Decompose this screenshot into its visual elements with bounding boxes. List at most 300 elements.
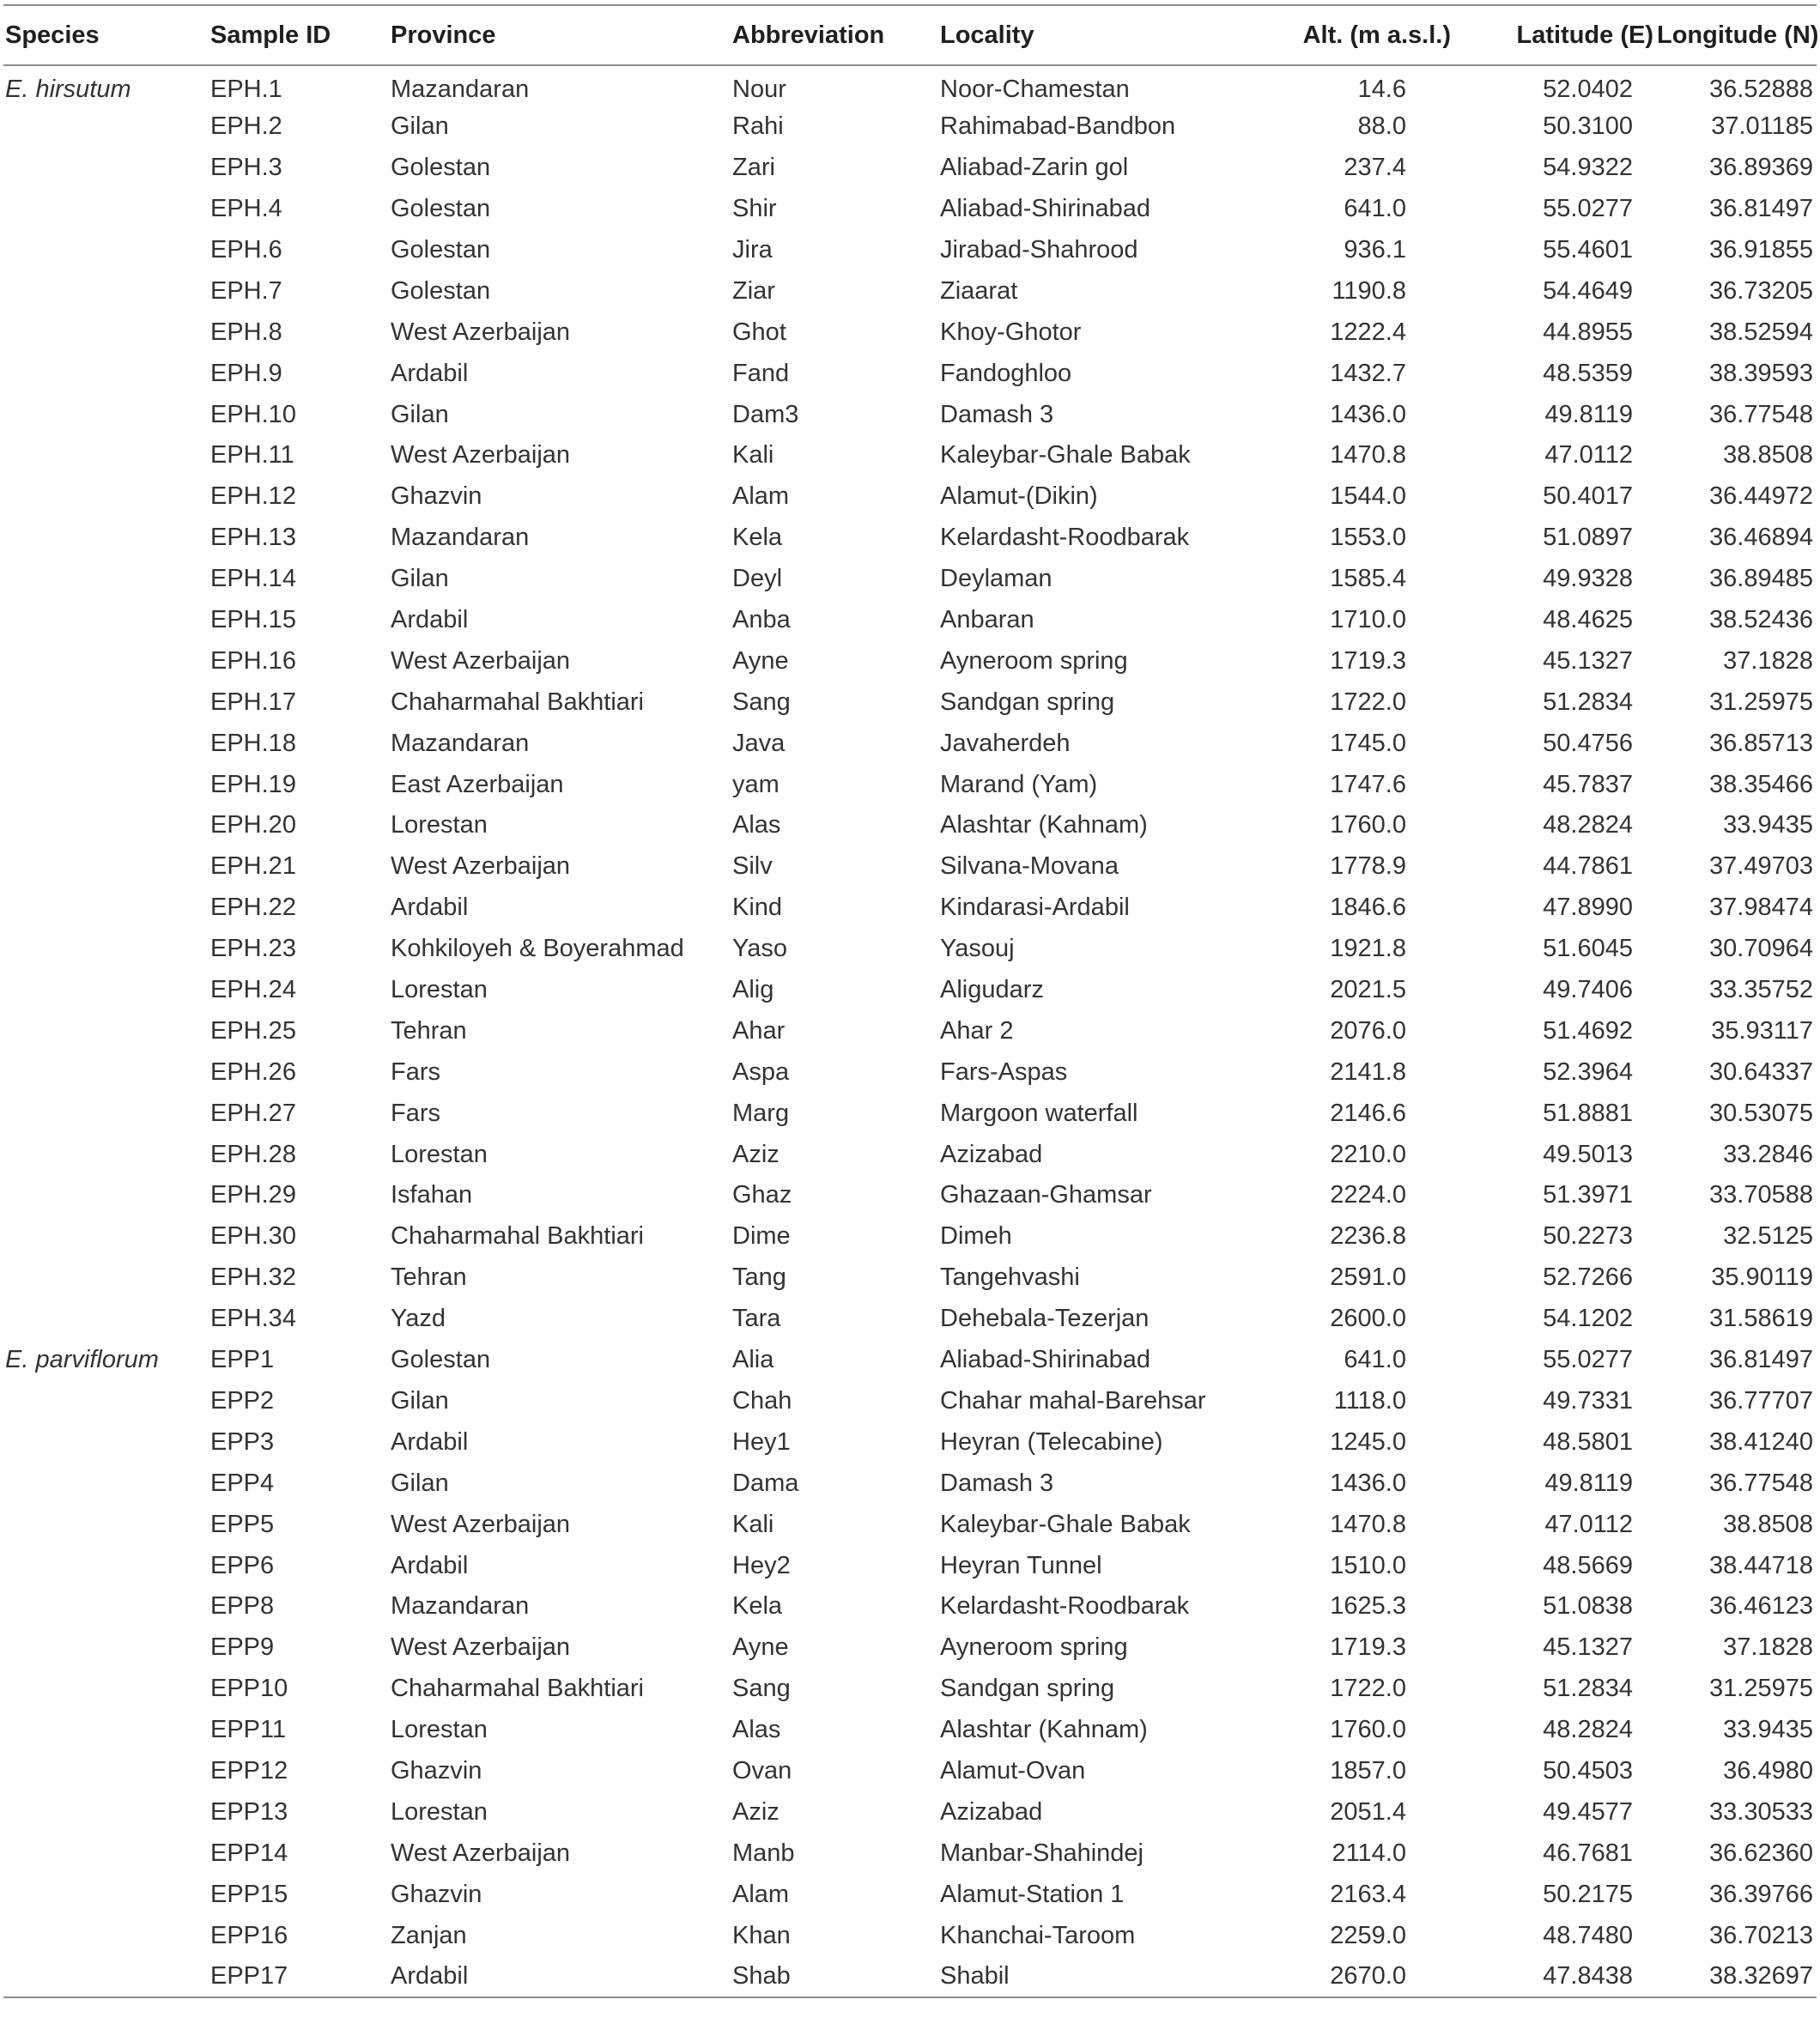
- cell-sample-id: EPH.18: [210, 729, 296, 757]
- cell-latitude: 52.3964: [1543, 1057, 1633, 1086]
- cell-species: [3, 846, 210, 888]
- cell-province: Lorestan: [391, 1716, 488, 1744]
- cell-sample-id: EPH.4: [210, 195, 282, 223]
- cell-altitude: 2076.0: [1330, 1016, 1406, 1045]
- cell-sample-id: EPP14: [210, 1839, 288, 1867]
- cell-abbreviation: Java: [732, 729, 786, 757]
- cell-province: Tehran: [391, 1016, 467, 1045]
- cell-altitude: 1625.3: [1330, 1592, 1406, 1621]
- cell-locality: Shabil: [940, 1961, 1010, 1990]
- cell-sample-id: EPP5: [210, 1510, 275, 1538]
- cell-species: [3, 189, 210, 230]
- cell-species: [3, 682, 210, 723]
- cell-species: [3, 1874, 210, 1915]
- cell-province: Ardabil: [391, 359, 469, 387]
- table-row: [3, 1175, 1817, 1216]
- cell-species: [3, 1915, 210, 1956]
- cell-altitude: 1778.9: [1330, 852, 1406, 881]
- cell-altitude: 1470.8: [1330, 1510, 1406, 1538]
- cell-sample-id: EPH.10: [210, 400, 296, 428]
- cell-latitude: 44.7861: [1543, 852, 1633, 881]
- cell-species: [3, 106, 210, 148]
- cell-abbreviation: Hey1: [732, 1427, 791, 1456]
- cell-abbreviation: Ayne: [732, 646, 789, 675]
- cell-sample-id: EPH.21: [210, 852, 296, 881]
- cell-sample-id: EPH.23: [210, 935, 296, 963]
- cell-species: [3, 1299, 210, 1340]
- cell-sample-id: EPH.26: [210, 1057, 296, 1086]
- cell-latitude: 55.0277: [1543, 1346, 1633, 1374]
- table-row: [3, 559, 1817, 600]
- cell-altitude: 1846.6: [1330, 894, 1406, 922]
- header-latitude: Latitude (E): [1516, 21, 1653, 49]
- table-row: [3, 970, 1817, 1011]
- table-row: [3, 1257, 1817, 1299]
- cell-locality: Javaherdeh: [940, 729, 1071, 757]
- cell-sample-id: EPH.27: [210, 1099, 296, 1127]
- cell-species: [3, 1093, 210, 1134]
- cell-sample-id: EPH.20: [210, 811, 296, 839]
- cell-latitude: 52.7266: [1543, 1263, 1633, 1292]
- cell-sample-id: EPP12: [210, 1756, 288, 1785]
- cell-latitude: 55.0277: [1543, 195, 1633, 223]
- cell-locality: Kindarasi-Ardabil: [940, 894, 1130, 922]
- cell-province: Isfahan: [391, 1181, 473, 1209]
- cell-altitude: 2210.0: [1330, 1140, 1406, 1168]
- cell-province: Chaharmahal Bakhtiari: [391, 1675, 644, 1703]
- cell-locality: Anbaran: [940, 606, 1034, 634]
- cell-locality: Sandgan spring: [940, 1675, 1115, 1703]
- cell-locality: Rahimabad-Bandbon: [940, 112, 1176, 141]
- cell-longitude: 37.98474: [1709, 894, 1813, 922]
- cell-sample-id: EPH.9: [210, 359, 282, 387]
- cell-altitude: 1719.3: [1330, 1633, 1406, 1662]
- table-row: [3, 1299, 1817, 1340]
- header-province: Province: [391, 21, 496, 49]
- cell-species: [3, 518, 210, 559]
- cell-altitude: 2146.6: [1330, 1099, 1406, 1127]
- cell-longitude: 30.64337: [1709, 1057, 1813, 1086]
- cell-sample-id: EPH.25: [210, 1016, 296, 1045]
- cell-longitude: 38.52594: [1709, 318, 1813, 346]
- cell-sample-id: EPH.6: [210, 236, 282, 264]
- cell-locality: Deylaman: [940, 565, 1053, 593]
- cell-longitude: 38.32697: [1709, 1961, 1813, 1990]
- cell-species: [3, 1627, 210, 1669]
- cell-province: Fars: [391, 1057, 440, 1086]
- cell-species: [3, 1504, 210, 1545]
- cell-longitude: 36.77548: [1709, 400, 1813, 428]
- cell-abbreviation: Chah: [732, 1386, 792, 1415]
- cell-abbreviation: Alam: [732, 1880, 790, 1908]
- cell-sample-id: EPP13: [210, 1797, 288, 1826]
- table-row: [3, 1710, 1817, 1751]
- cell-species: [3, 1545, 210, 1586]
- cell-longitude: 37.1828: [1723, 1633, 1813, 1662]
- header-longitude: Longitude (N): [1657, 21, 1819, 49]
- cell-altitude: 88.0: [1357, 112, 1406, 141]
- cell-abbreviation: Kela: [732, 524, 783, 552]
- table-header: [3, 5, 1817, 65]
- cell-province: Ardabil: [391, 1551, 469, 1579]
- cell-latitude: 45.1327: [1543, 1633, 1633, 1662]
- table-row: [3, 846, 1817, 888]
- cell-altitude: 1760.0: [1330, 1716, 1406, 1744]
- cell-province: Chaharmahal Bakhtiari: [391, 1222, 644, 1251]
- cell-latitude: 55.4601: [1543, 236, 1633, 264]
- cell-latitude: 49.4577: [1543, 1797, 1633, 1826]
- table-row: [3, 189, 1817, 230]
- cell-locality: Damash 3: [940, 400, 1054, 428]
- cell-latitude: 45.7837: [1543, 770, 1633, 798]
- cell-abbreviation: Alia: [732, 1346, 774, 1374]
- cell-abbreviation: Ziar: [732, 276, 775, 305]
- cell-latitude: 51.0897: [1543, 524, 1633, 552]
- cell-longitude: 31.58619: [1709, 1305, 1813, 1333]
- cell-longitude: 33.9435: [1723, 811, 1813, 839]
- cell-latitude: 49.8119: [1544, 400, 1633, 428]
- cell-sample-id: EPH.1: [210, 75, 282, 103]
- cell-altitude: 1747.6: [1330, 770, 1406, 798]
- cell-abbreviation: Alas: [732, 1716, 781, 1744]
- cell-province: Chaharmahal Bakhtiari: [391, 688, 644, 716]
- cell-longitude: 36.44972: [1709, 482, 1813, 511]
- cell-abbreviation: yam: [732, 770, 780, 798]
- cell-latitude: 46.7681: [1543, 1839, 1633, 1867]
- cell-longitude: 36.46123: [1709, 1592, 1813, 1621]
- cell-locality: Aliabad-Shirinabad: [940, 1346, 1151, 1374]
- cell-abbreviation: Dama: [732, 1469, 799, 1497]
- cell-species: [3, 640, 210, 682]
- cell-locality: Kaleybar-Ghale Babak: [940, 1510, 1191, 1538]
- cell-longitude: 31.25975: [1709, 688, 1813, 716]
- cell-altitude: 2259.0: [1330, 1921, 1406, 1949]
- cell-longitude: 36.46894: [1709, 524, 1813, 552]
- cell-altitude: 1760.0: [1330, 811, 1406, 839]
- cell-species: [3, 1710, 210, 1751]
- table-row: [3, 1915, 1817, 1956]
- table-row: [3, 1010, 1817, 1051]
- cell-species: [3, 1175, 210, 1216]
- cell-species: [3, 230, 210, 271]
- cell-abbreviation: Marg: [732, 1099, 790, 1127]
- cell-longitude: 36.81497: [1709, 1346, 1813, 1374]
- cell-longitude: 36.73205: [1709, 276, 1813, 305]
- table-row: [3, 435, 1817, 476]
- cell-province: Lorestan: [391, 1797, 488, 1826]
- sample-table-container: [0, 4, 1820, 2030]
- header-altitude: Alt. (m a.s.l.): [1302, 21, 1451, 49]
- table-row: [3, 1791, 1817, 1833]
- cell-latitude: 54.4649: [1543, 276, 1633, 305]
- cell-locality: Alamut-Ovan: [940, 1756, 1086, 1785]
- cell-locality: Fandoghloo: [940, 359, 1072, 387]
- cell-abbreviation: Alig: [732, 976, 774, 1004]
- cell-altitude: 1510.0: [1330, 1551, 1406, 1579]
- cell-sample-id: EPP10: [210, 1675, 288, 1703]
- cell-abbreviation: Aziz: [732, 1797, 780, 1826]
- cell-latitude: 50.3100: [1543, 112, 1633, 141]
- cell-province: Ardabil: [391, 606, 469, 634]
- cell-sample-id: EPP3: [210, 1427, 275, 1456]
- cell-abbreviation: Shab: [732, 1961, 791, 1990]
- table-row: [3, 888, 1817, 929]
- cell-latitude: 48.5359: [1543, 359, 1633, 387]
- cell-altitude: 2224.0: [1330, 1181, 1406, 1209]
- cell-longitude: 36.4980: [1723, 1756, 1813, 1785]
- cell-province: Lorestan: [391, 976, 488, 1004]
- cell-latitude: 45.1327: [1543, 646, 1633, 675]
- cell-altitude: 1222.4: [1330, 318, 1406, 346]
- cell-longitude: 36.85713: [1709, 729, 1813, 757]
- cell-longitude: 33.9435: [1723, 1716, 1813, 1744]
- cell-locality: Aligudarz: [940, 976, 1044, 1004]
- cell-species: [3, 888, 210, 929]
- cell-latitude: 44.8955: [1543, 318, 1633, 346]
- cell-longitude: 36.77707: [1709, 1386, 1813, 1415]
- header-row: [3, 5, 1817, 65]
- cell-longitude: 36.39766: [1709, 1880, 1813, 1908]
- cell-species: [3, 929, 210, 970]
- table-row: [3, 1874, 1817, 1915]
- cell-altitude: 2600.0: [1330, 1305, 1406, 1333]
- cell-species: [3, 723, 210, 764]
- cell-province: Mazandaran: [391, 729, 530, 757]
- cell-sample-id: EPH.17: [210, 688, 296, 716]
- table-row: [3, 1216, 1817, 1257]
- table-row: [3, 723, 1817, 764]
- cell-locality: Silvana-Movana: [940, 852, 1119, 881]
- cell-latitude: 48.4625: [1543, 606, 1633, 634]
- cell-locality: Marand (Yam): [940, 770, 1098, 798]
- cell-latitude: 49.5013: [1543, 1140, 1633, 1168]
- cell-longitude: 36.62360: [1709, 1839, 1813, 1867]
- cell-locality: Sandgan spring: [940, 688, 1115, 716]
- table-row: [3, 1751, 1817, 1792]
- cell-altitude: 1722.0: [1330, 688, 1406, 716]
- cell-sample-id: EPH.16: [210, 646, 296, 675]
- cell-sample-id: EPP15: [210, 1880, 288, 1908]
- cell-longitude: 38.52436: [1709, 606, 1813, 634]
- cell-province: Gilan: [391, 1386, 449, 1415]
- cell-abbreviation: Dam3: [732, 400, 799, 428]
- cell-province: Golestan: [391, 276, 491, 305]
- cell-sample-id: EPP9: [210, 1633, 275, 1662]
- cell-province: Mazandaran: [391, 1592, 530, 1621]
- cell-altitude: 1190.8: [1332, 276, 1406, 305]
- cell-locality: Khoy-Ghotor: [940, 318, 1082, 346]
- cell-province: Yazd: [391, 1305, 446, 1333]
- cell-longitude: 31.25975: [1709, 1675, 1813, 1703]
- cell-province: East Azerbaijan: [391, 770, 564, 798]
- cell-province: Ghazvin: [391, 482, 482, 511]
- cell-province: Ardabil: [391, 894, 469, 922]
- cell-longitude: 38.35466: [1709, 770, 1813, 798]
- cell-species: [3, 1381, 210, 1422]
- cell-species: [3, 1751, 210, 1792]
- cell-locality: Aliabad-Shirinabad: [940, 195, 1151, 223]
- cell-species: [3, 1833, 210, 1874]
- cell-altitude: 1921.8: [1330, 935, 1406, 963]
- cell-province: Tehran: [391, 1263, 467, 1292]
- cell-locality: Dimeh: [940, 1222, 1012, 1251]
- cell-province: Ghazvin: [391, 1880, 482, 1908]
- cell-longitude: 30.53075: [1709, 1099, 1813, 1127]
- cell-locality: Ziaarat: [940, 276, 1018, 305]
- cell-sample-id: EPH.34: [210, 1305, 296, 1333]
- cell-province: Mazandaran: [391, 524, 530, 552]
- cell-abbreviation: Kali: [732, 1510, 774, 1538]
- cell-altitude: 1710.0: [1330, 606, 1406, 634]
- cell-locality: Alamut-Station 1: [940, 1880, 1125, 1908]
- table-row: [3, 640, 1817, 682]
- cell-abbreviation: Anba: [732, 606, 791, 634]
- cell-species: [3, 1216, 210, 1257]
- cell-species: [3, 1463, 210, 1504]
- cell-abbreviation: Ovan: [732, 1756, 792, 1785]
- cell-species: [3, 1669, 210, 1710]
- cell-province: Mazandaran: [391, 75, 530, 103]
- cell-abbreviation: Aziz: [732, 1140, 780, 1168]
- cell-longitude: 36.81497: [1709, 195, 1813, 223]
- cell-species: [3, 1586, 210, 1627]
- cell-province: Gilan: [391, 565, 449, 593]
- cell-abbreviation: Sang: [732, 688, 791, 716]
- sample-locations-table: [3, 4, 1817, 1998]
- table-row: [3, 1134, 1817, 1175]
- cell-abbreviation: Ghaz: [732, 1181, 792, 1209]
- cell-species: [3, 1421, 210, 1463]
- table-body: [3, 65, 1817, 1997]
- cell-abbreviation: Dime: [732, 1222, 791, 1251]
- table-row: [3, 476, 1817, 518]
- cell-abbreviation: Silv: [732, 852, 773, 881]
- cell-abbreviation: Ahar: [732, 1016, 786, 1045]
- cell-longitude: 32.5125: [1723, 1222, 1813, 1251]
- cell-province: Ardabil: [391, 1961, 469, 1990]
- table-row: [3, 518, 1817, 559]
- cell-sample-id: EPH.11: [210, 441, 294, 470]
- cell-species: [3, 1956, 210, 1997]
- cell-province: West Azerbaijan: [391, 1510, 571, 1538]
- cell-latitude: 48.2824: [1543, 811, 1633, 839]
- cell-province: Zanjan: [391, 1921, 467, 1949]
- cell-latitude: 48.2824: [1543, 1716, 1633, 1744]
- cell-altitude: 14.6: [1357, 75, 1406, 103]
- cell-longitude: 30.70964: [1709, 935, 1813, 963]
- cell-species: E. hirsutum: [5, 75, 131, 103]
- cell-province: Gilan: [391, 1469, 449, 1497]
- cell-abbreviation: Manb: [732, 1839, 795, 1867]
- header-abbreviation: Abbreviation: [732, 21, 885, 49]
- cell-province: Fars: [391, 1099, 440, 1127]
- cell-abbreviation: Aspa: [732, 1057, 790, 1086]
- cell-latitude: 52.0402: [1543, 75, 1633, 103]
- cell-abbreviation: Zari: [732, 154, 775, 182]
- cell-province: Golestan: [391, 154, 491, 182]
- cell-latitude: 50.2175: [1543, 1880, 1633, 1908]
- cell-longitude: 36.52888: [1709, 75, 1813, 103]
- cell-abbreviation: Nour: [732, 75, 786, 103]
- cell-altitude: 1719.3: [1330, 646, 1406, 675]
- cell-latitude: 50.2273: [1543, 1222, 1633, 1251]
- cell-latitude: 51.2834: [1543, 1675, 1633, 1703]
- table-row: [3, 1586, 1817, 1627]
- cell-altitude: 1436.0: [1330, 1469, 1406, 1497]
- cell-locality: Noor-Chamestan: [940, 75, 1130, 103]
- cell-sample-id: EPP8: [210, 1592, 275, 1621]
- cell-altitude: 2021.5: [1330, 976, 1406, 1004]
- table-row: [3, 1340, 1817, 1381]
- cell-locality: Chahar mahal-Barehsar: [940, 1386, 1206, 1415]
- cell-species: [3, 270, 210, 312]
- cell-sample-id: EPH.30: [210, 1222, 296, 1251]
- cell-abbreviation: Kali: [732, 441, 774, 470]
- cell-province: Gilan: [391, 400, 449, 428]
- cell-abbreviation: Ayne: [732, 1633, 789, 1662]
- cell-species: [3, 805, 210, 846]
- cell-latitude: 49.8119: [1544, 1469, 1633, 1497]
- table-row: [3, 1463, 1817, 1504]
- table-row: [3, 230, 1817, 271]
- cell-locality: Kelardasht-Roodbarak: [940, 524, 1190, 552]
- cell-latitude: 51.6045: [1543, 935, 1633, 963]
- cell-longitude: 33.30533: [1709, 1797, 1813, 1826]
- cell-abbreviation: Tara: [732, 1305, 781, 1333]
- cell-sample-id: EPH.24: [210, 976, 296, 1004]
- cell-altitude: 2236.8: [1330, 1222, 1406, 1251]
- cell-abbreviation: Sang: [732, 1675, 791, 1703]
- table-row: [3, 312, 1817, 353]
- table-row: [3, 106, 1817, 148]
- cell-abbreviation: Shir: [732, 195, 777, 223]
- cell-longitude: 36.77548: [1709, 1469, 1813, 1497]
- cell-latitude: 49.7406: [1543, 976, 1633, 1004]
- cell-abbreviation: Deyl: [732, 565, 783, 593]
- cell-sample-id: EPH.15: [210, 606, 296, 634]
- cell-sample-id: EPP6: [210, 1551, 275, 1579]
- cell-province: West Azerbaijan: [391, 1839, 571, 1867]
- cell-province: Golestan: [391, 1346, 491, 1374]
- cell-species: [3, 1134, 210, 1175]
- cell-altitude: 1470.8: [1330, 441, 1406, 470]
- cell-latitude: 50.4503: [1543, 1756, 1633, 1785]
- cell-province: West Azerbaijan: [391, 852, 571, 881]
- cell-locality: Margoon waterfall: [940, 1099, 1138, 1127]
- cell-altitude: 1432.7: [1330, 359, 1406, 387]
- cell-province: West Azerbaijan: [391, 441, 571, 470]
- cell-locality: Khanchai-Taroom: [940, 1921, 1136, 1949]
- cell-latitude: 50.4756: [1543, 729, 1633, 757]
- header-species: Species: [5, 21, 100, 49]
- cell-latitude: 47.0112: [1544, 441, 1633, 470]
- cell-locality: Ahar 2: [940, 1016, 1014, 1045]
- table-row: [3, 682, 1817, 723]
- cell-abbreviation: Yaso: [732, 935, 787, 963]
- table-row: [3, 600, 1817, 641]
- cell-latitude: 49.9328: [1543, 565, 1633, 593]
- header-locality: Locality: [940, 21, 1034, 49]
- cell-province: Gilan: [391, 112, 449, 141]
- cell-longitude: 33.2846: [1723, 1140, 1813, 1168]
- cell-province: West Azerbaijan: [391, 318, 571, 346]
- table-row: [3, 394, 1817, 435]
- cell-abbreviation: Rahi: [732, 112, 784, 141]
- cell-species: [3, 970, 210, 1011]
- cell-species: [3, 435, 210, 476]
- cell-province: Golestan: [391, 236, 491, 264]
- table-row: [3, 1627, 1817, 1669]
